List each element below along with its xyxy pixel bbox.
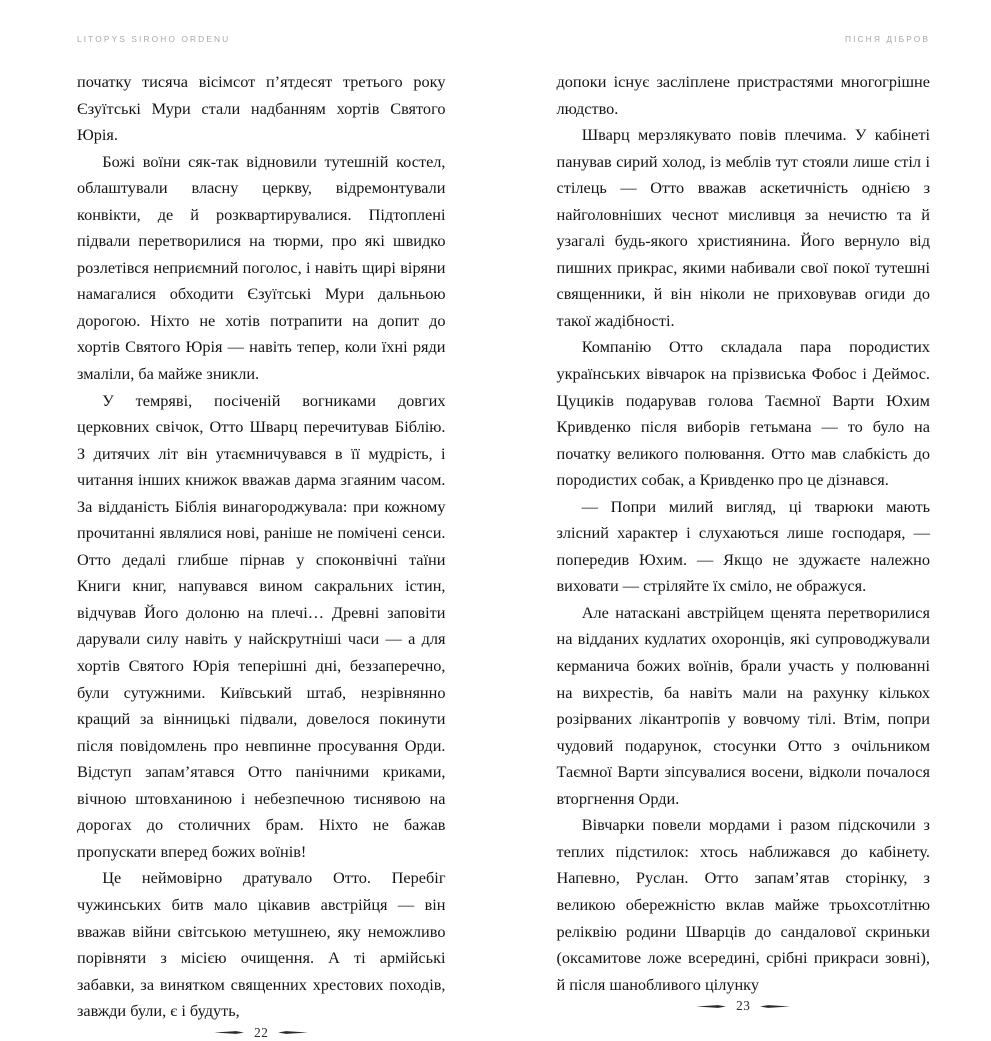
paragraph: Шварц мерзлякувато повів плечима. У кабінеті панував сирий холод, із меблів тут стояли лише стіл і стілець — Отто вважав аскетичність однією з найголовніших чеснот мисливця за нечистю та й узагалі будь-якого християнина. Його вернуло від пишних прикрас, якими набивали свої покої тутешні священники, й він ніколи не приховував огиди до такої жадібності. <box>557 122 931 334</box>
running-head-left: LITOPYS SIROHO ORDENU <box>77 32 446 46</box>
page-number: 22 <box>253 1025 269 1041</box>
paragraph: початку тисяча вісімсот п’ятдесят третього року Єзуїтські Мури стали надбанням хортів Святого Юрія. <box>77 69 446 149</box>
page-left <box>0 0 496 762</box>
paragraph: допоки існує засліплене пристрастями многогрішне людство. <box>557 69 931 122</box>
paragraph: Це неймовірно дратувало Отто. Перебіг чужинських битв мало цікавив австрійця — він вважав війни світською метушнею, яку неможливо порівняти з місією очищення. А ті армійські забавки, за винятком священних хрестових походів, завжди були, є і будуть, <box>77 865 446 1024</box>
page-right <box>496 0 991 762</box>
body-text-right <box>557 69 931 998</box>
folio-left <box>77 1025 446 1041</box>
tapered-dash-ornament-icon <box>278 1029 308 1036</box>
body-text-left <box>77 69 446 1025</box>
paragraph: Вівчарки повели мордами і разом підскочили з теплих підстилок: хтось наближався до кабінету. Напевно, Руслан. Отто запам’ятав сторінку, з великою обережністю вклав майже трьохсотлітню реліквію родини Шварців до сандалової скриньки (оксамитове ложе всередині, срібні прикраси зовні), й після шанобливого цілунку <box>557 812 931 998</box>
paragraph: У темряві, посіченій вогниками довгих церковних свічок, Отто Шварц перечитував Біблію. З дитячих літ він утаємничувався в її мудрість, і читання інших книжок вважав дарма згаяним часом. За відданість Біблія винагороджувала: при кожному прочитанні являлися нові, раніше не помічені сенси. Отто дедалі глибше пірнав у споконвічні таїни Книги книг, напувався вином сакральних істин, відчував Його долоню на плечі… Древні заповіти дарували силу навіть у найскрутніші часи — а для хортів Святого Юрія теперішні дні, беззаперечно, були сутужними. Київський штаб, незрівнянно кращий за вінницькі підвали, довелося покинути після повідомлень про невпинне просування Орди. Відступ запам’ятався Отто панічними криками, вічною штовханиною і небезпечною тиснявою на дорогах до столичних брам. Ніхто не бажав пропускати вперед божих воїнів! <box>77 388 446 866</box>
paragraph: — Попри милий вигляд, ці тварюки мають злісний характер і слухаються лише господаря, — попередив Юхим. — Якщо не здужаєте належно виховати — стріляйте їх сміло, не ображуся. <box>557 494 931 600</box>
paragraph: Божі воїни сяк-так відновили тутешній костел, облаштували власну церкву, відремонтували конвікти, де й розквартирувалися. Підтоплені підвали перетворилися на тюрми, про які швидко розлетівся неприємний поголос, і навіть щирі віряни намагалися обходити Єзуїтські Мури дальньою дорогою. Ніхто не хотів потрапити на допит до хортів Святого Юрія — навіть тепер, коли їхні ряди змаліли, ба майже зникли. <box>77 149 446 388</box>
paragraph: Але натаскані австрійцем щенята перетворилися на відданих кудлатих охоронців, які супроводжували керманича божих воїнів, брали участь у полюванні на вихрестів, ба навіть мали на рахунку кількох розірваних лікантропів у вовчому тілі. Втім, попри чудовий подарунок, стосунки Отто з очільником Таємної Варти зіпсувалися восени, відколи почалося вторгнення Орди. <box>557 600 931 812</box>
folio-right <box>557 998 931 1014</box>
tapered-dash-ornament-icon <box>696 1003 726 1010</box>
tapered-dash-ornament-icon <box>760 1003 790 1010</box>
page-number: 23 <box>735 998 751 1014</box>
paragraph: Компанію Отто складала пара породистих українських вівчарок на прізвиська Фобос і Деймос. Цуциків подарував голова Таємної Варти Юхим Кривденко після виборів гетьмана — то було на початку великого полювання. Отто мав слабкість до породистих собак, а Кривденко про це дізнався. <box>557 334 931 493</box>
tapered-dash-ornament-icon <box>214 1029 244 1036</box>
running-head-right: ПІСНЯ ДІБРОВ <box>557 32 931 46</box>
